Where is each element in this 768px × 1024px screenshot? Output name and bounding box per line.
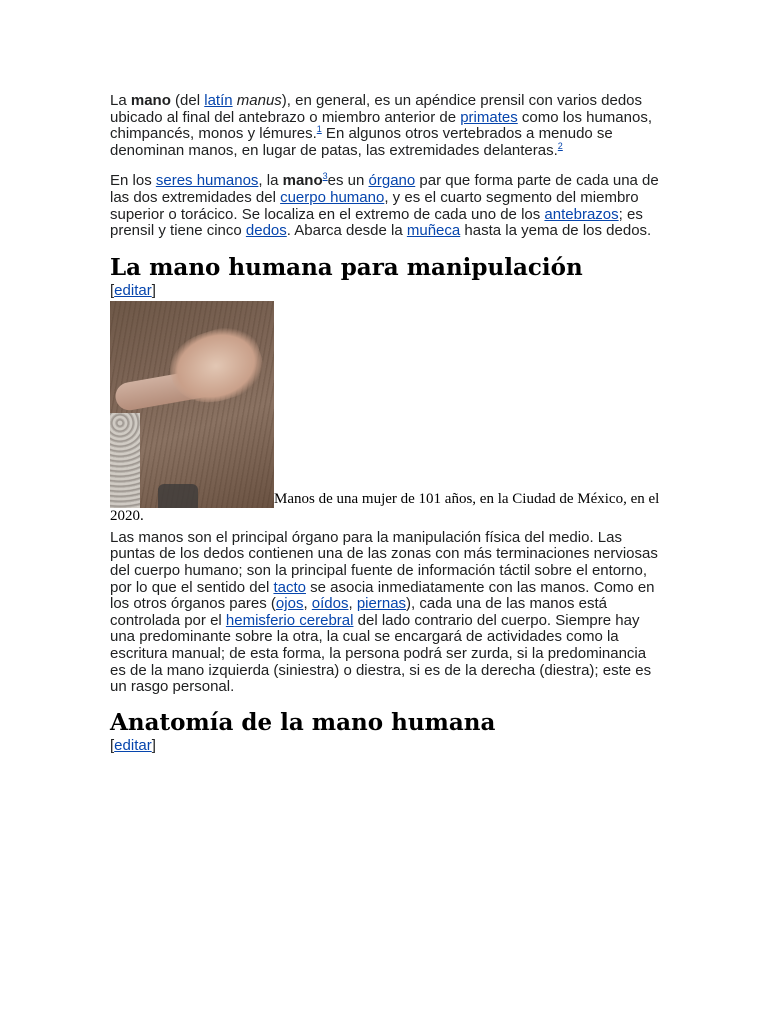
text: ,	[348, 595, 357, 613]
link-dedos[interactable]: dedos	[245, 222, 287, 240]
link-hemisferio-cerebral[interactable]: hemisferio cerebral	[225, 611, 354, 629]
second-paragraph	[110, 173, 660, 239]
link-organo[interactable]: órgano	[368, 172, 416, 190]
link-latin[interactable]: latín	[204, 92, 233, 109]
italic-term: manus	[236, 92, 282, 109]
text: ), cada una de las manos está controlada por el	[110, 595, 608, 629]
reference-2[interactable]: 2	[557, 140, 563, 151]
reference-1[interactable]: 1	[316, 124, 322, 135]
bracket: [	[110, 736, 115, 754]
text: En algunos otros vertebrados a menudo se denominan manos, en lugar de patas, las extremidades delanteras.	[110, 125, 613, 159]
link-muneca[interactable]: muñeca	[406, 222, 461, 240]
text: En los	[110, 172, 156, 190]
text: hasta la yema de los dedos.	[460, 222, 652, 240]
section-heading-manipulacion: La mano humana para manipulación	[110, 253, 583, 281]
link-primates[interactable]: primates	[460, 108, 518, 126]
bracket: ]	[151, 736, 156, 754]
hands-photo[interactable]	[110, 301, 274, 508]
edit-section-link	[110, 282, 660, 299]
bold-term: mano	[130, 92, 171, 109]
article-body	[110, 93, 660, 754]
text: . Abarca desde la	[286, 222, 407, 240]
text: ), en general, es un apéndice prensil con varios dedos ubicado al final del antebrazo o miembro anterior de	[110, 92, 643, 126]
text: como los humanos, chimpancés, monos y lémures.	[110, 108, 652, 143]
shadow-shape	[158, 484, 198, 508]
text: se asocia inmediatamente con las manos. Como en los otros órganos pares (	[110, 578, 655, 613]
link-oidos[interactable]: oídos	[311, 595, 349, 613]
edit-section-link	[110, 737, 660, 754]
bracket: [	[110, 281, 115, 299]
text: (del	[170, 92, 205, 109]
link-ojos[interactable]: ojos	[275, 595, 304, 613]
text: , la	[258, 172, 283, 190]
link-antebrazos[interactable]: antebrazos	[544, 205, 619, 223]
lace-cloth	[110, 413, 140, 508]
section-heading-anatomia: Anatomía de la mano humana	[110, 708, 496, 736]
reference-3[interactable]: 3	[322, 171, 328, 182]
link-seres-humanos[interactable]: seres humanos	[155, 172, 259, 190]
link-piernas[interactable]: piernas	[356, 595, 407, 613]
edit-link[interactable]: editar	[114, 736, 152, 754]
text: ,	[303, 595, 312, 613]
link-cuerpo-humano[interactable]: cuerpo humano	[280, 188, 385, 206]
figure-caption: Manos de una mujer de 101 años, en la Ciudad de México, en el 2020.	[110, 490, 660, 524]
intro-paragraph	[110, 93, 660, 159]
text: del lado contrario del cuerpo. Siempre hay una predominante sobre la otra, la cual se encargará de actividades como la escritura manual; de esta forma, la persona podrá ser zurda, si la predominancia es de la mano izquierda (siniestra) o diestra, si es de la derecha (diestra); este es un rasgo personal.	[110, 611, 652, 696]
bracket: ]	[151, 281, 156, 299]
text: , y es el cuarto segmento del miembro superior o torácico. Se localiza en el extremo de cada uno de los	[110, 188, 639, 223]
edit-link[interactable]: editar	[114, 281, 152, 299]
link-tacto[interactable]: tacto	[273, 578, 306, 596]
third-paragraph	[110, 530, 660, 696]
bold-term: mano	[282, 172, 323, 190]
text: es un	[327, 172, 369, 190]
text: La	[110, 92, 131, 109]
figure	[110, 301, 660, 525]
text: par que forma parte de cada una de las dos extremidades del	[110, 172, 659, 206]
text: Las manos son el principal órgano para la manipulación física del medio. Las puntas de los dedos contienen una de las zonas con más terminaciones nerviosas del cuerpo humano; son la principal fuente de información táctil sobre el entorno, por lo que el sentido del	[110, 528, 658, 596]
text: ; es prensil y tiene cinco	[110, 205, 643, 240]
